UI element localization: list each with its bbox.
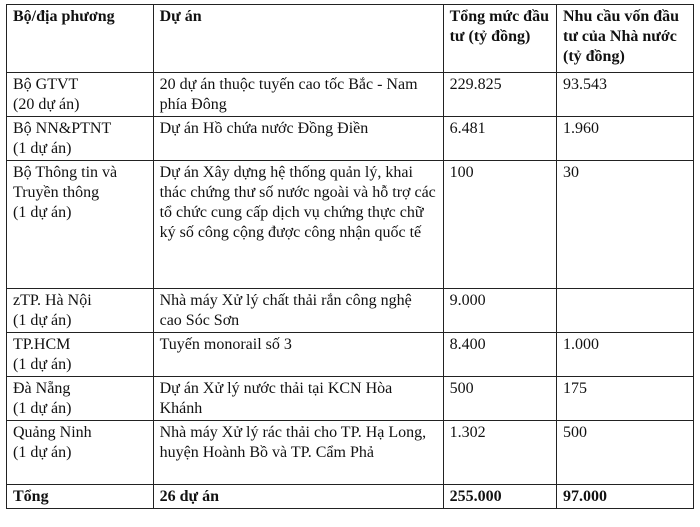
- header-locality: Bộ/địa phương: [7, 5, 154, 73]
- locality-cell: [7, 333, 154, 377]
- header-total-investment: Tổng mức đầu tư (tỷ đồng): [443, 5, 556, 73]
- state-capital-cell: 30: [557, 161, 694, 289]
- state-capital-cell: 1.000: [557, 333, 694, 377]
- total-state-capital-sum: 97.000: [557, 485, 694, 509]
- table-row: [7, 161, 694, 289]
- total-investment-cell: 229.825: [443, 73, 556, 117]
- project-cell: Dự án Xử lý nước thải tại KCN Hòa Khánh: [153, 377, 443, 421]
- table-row: [7, 117, 694, 161]
- state-capital-cell: 93.543: [557, 73, 694, 117]
- project-cell: Nhà máy Xử lý rác thải cho TP. Hạ Long, huyện Hoành Bồ và TP. Cẩm Phả: [153, 421, 443, 485]
- total-investment-cell: 100: [443, 161, 556, 289]
- project-count: (20 dự án): [13, 96, 80, 113]
- state-capital-cell: [557, 289, 694, 333]
- locality-cell: [7, 377, 154, 421]
- state-capital-cell: 500: [557, 421, 694, 485]
- project-count: (1 dự án): [13, 204, 72, 221]
- total-row: [7, 485, 694, 509]
- project-count: (1 dự án): [13, 312, 72, 329]
- project-count: (1 dự án): [13, 400, 72, 417]
- locality-name: TP.HCM: [13, 336, 71, 353]
- total-project-count: 26 dự án: [153, 485, 443, 509]
- locality-name: Bộ NN&PTNT: [13, 120, 112, 137]
- header-row: [7, 5, 694, 73]
- total-investment-cell: 6.481: [443, 117, 556, 161]
- total-investment-sum: 255.000: [443, 485, 556, 509]
- project-cell: Tuyến monorail số 3: [153, 333, 443, 377]
- locality-name: Quảng Ninh: [13, 424, 92, 441]
- total-investment-cell: 1.302: [443, 421, 556, 485]
- header-project: Dự án: [153, 5, 443, 73]
- total-investment-cell: 9.000: [443, 289, 556, 333]
- total-investment-cell: 8.400: [443, 333, 556, 377]
- project-count: (1 dự án): [13, 444, 72, 461]
- locality-cell: [7, 161, 154, 289]
- table-row: [7, 73, 694, 117]
- locality-name: Đà Nẵng: [13, 380, 71, 397]
- project-cell: 20 dự án thuộc tuyến cao tốc Bắc - Nam phía Đông: [153, 73, 443, 117]
- locality-name: zTP. Hà Nội: [13, 292, 92, 309]
- project-cell: Dự án Xây dựng hệ thống quản lý, khai thác chứng thư số nước ngoài và hỗ trợ các tổ chức cung cấp dịch vụ chứng thực chữ ký số công cộng được công nhận quốc tế: [153, 161, 443, 289]
- table-row: [7, 289, 694, 333]
- locality-cell: [7, 73, 154, 117]
- locality-name: Bộ GTVT: [13, 76, 79, 93]
- total-investment-cell: 500: [443, 377, 556, 421]
- state-capital-cell: 1.960: [557, 117, 694, 161]
- locality-cell: [7, 289, 154, 333]
- project-count: (1 dự án): [13, 140, 72, 157]
- total-label: Tổng: [7, 485, 154, 509]
- investment-table: [6, 4, 694, 509]
- table-row: [7, 377, 694, 421]
- table-row: [7, 421, 694, 485]
- locality-cell: [7, 117, 154, 161]
- header-state-capital: Nhu cầu vốn đầu tư của Nhà nước (tỷ đồng): [557, 5, 694, 73]
- project-cell: Nhà máy Xử lý chất thải rắn công nghệ cao Sóc Sơn: [153, 289, 443, 333]
- project-count: (1 dự án): [13, 356, 72, 373]
- table-row: [7, 333, 694, 377]
- state-capital-cell: 175: [557, 377, 694, 421]
- project-cell: Dự án Hồ chứa nước Đồng Điền: [153, 117, 443, 161]
- locality-name: Bộ Thông tin và Truyền thông: [13, 164, 118, 201]
- locality-cell: [7, 421, 154, 485]
